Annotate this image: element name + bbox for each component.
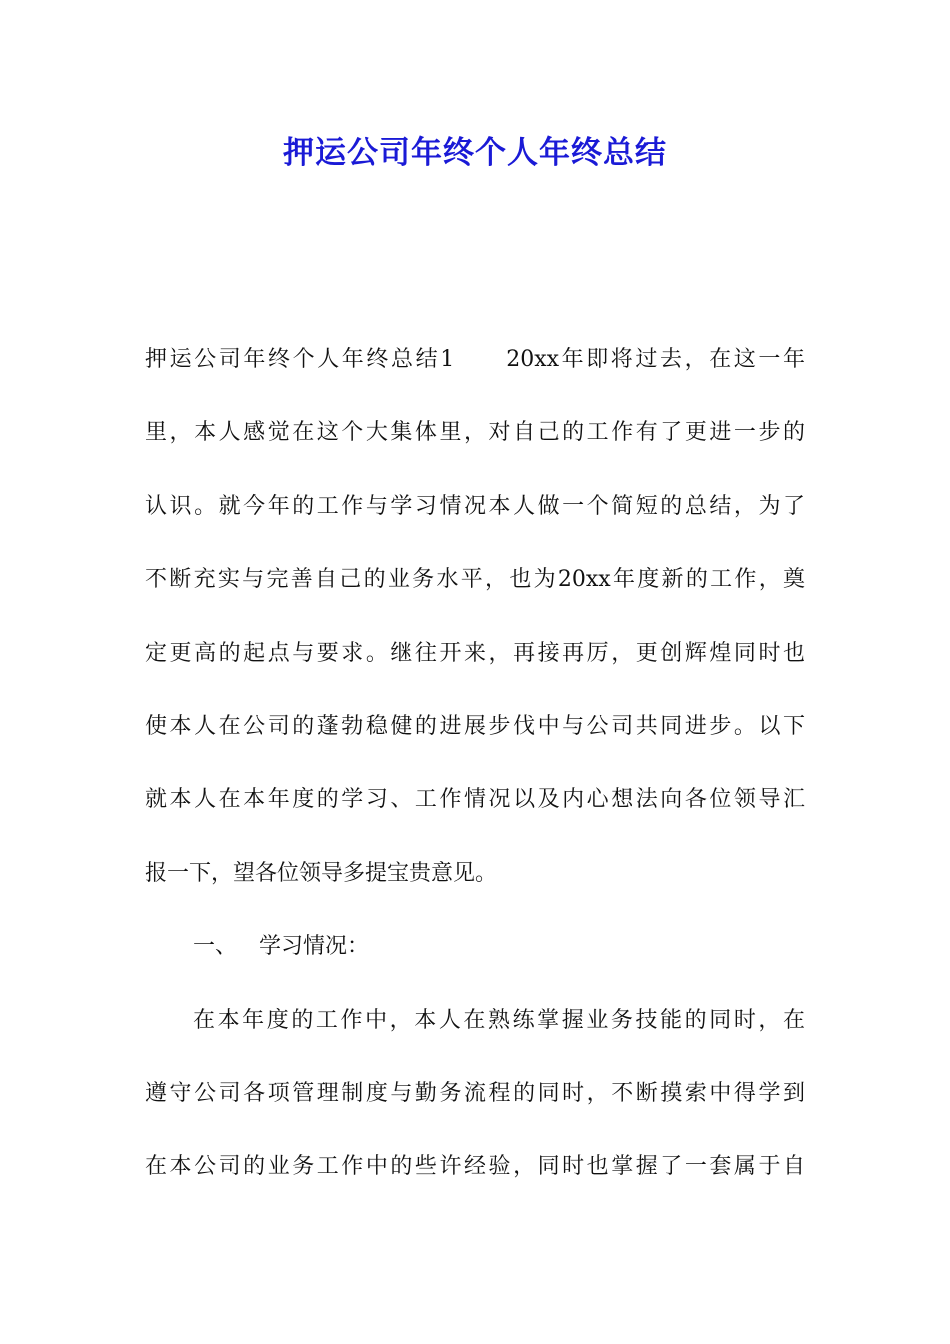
section-heading: 学习情况：: [259, 934, 370, 960]
paragraph-line-11: 遵守公司各项管理制度与勤务流程的同时，不断摸索中得学到: [145, 1080, 805, 1106]
paragraph-line-7: 就本人在本年度的学习、工作情况以及内心想法向各位领导汇: [145, 787, 805, 813]
document-body: [145, 335, 805, 1216]
paragraph-line-1: [145, 335, 805, 408]
paragraph-line-5: 定更高的起点与要求。继往开来，再接再厉，更创辉煌同时也: [145, 640, 805, 666]
paragraph-line-2: 里，本人感觉在这个大集体里，对自己的工作有了更进一步的: [145, 420, 805, 446]
line-1-part-b: 20xx年即将过去，在这一年: [506, 347, 806, 372]
section-heading-line: [145, 922, 805, 995]
paragraph-line-10: 在本年度的工作中，本人在熟练掌握业务技能的同时，在: [193, 1007, 805, 1033]
paragraph-line-8: 报一下，望各位领导多提宝贵意见。: [145, 860, 498, 886]
document-title: 押运公司年终个人年终总结: [283, 135, 667, 171]
line-1-part-a: 押运公司年终个人年终总结1: [145, 347, 455, 372]
section-number: 一、: [193, 934, 238, 960]
paragraph-line-3: 认识。就今年的工作与学习情况本人做一个简短的总结，为了: [145, 493, 805, 519]
paragraph-line-4: 不断充实与完善自己的业务水平，也为20xx年度新的工作，奠: [145, 567, 805, 593]
paragraph-line-12: 在本公司的业务工作中的些许经验，同时也掌握了一套属于自: [145, 1154, 805, 1180]
paragraph-line-6: 使本人在公司的蓬勃稳健的进展步伐中与公司共同进步。以下: [145, 713, 805, 739]
